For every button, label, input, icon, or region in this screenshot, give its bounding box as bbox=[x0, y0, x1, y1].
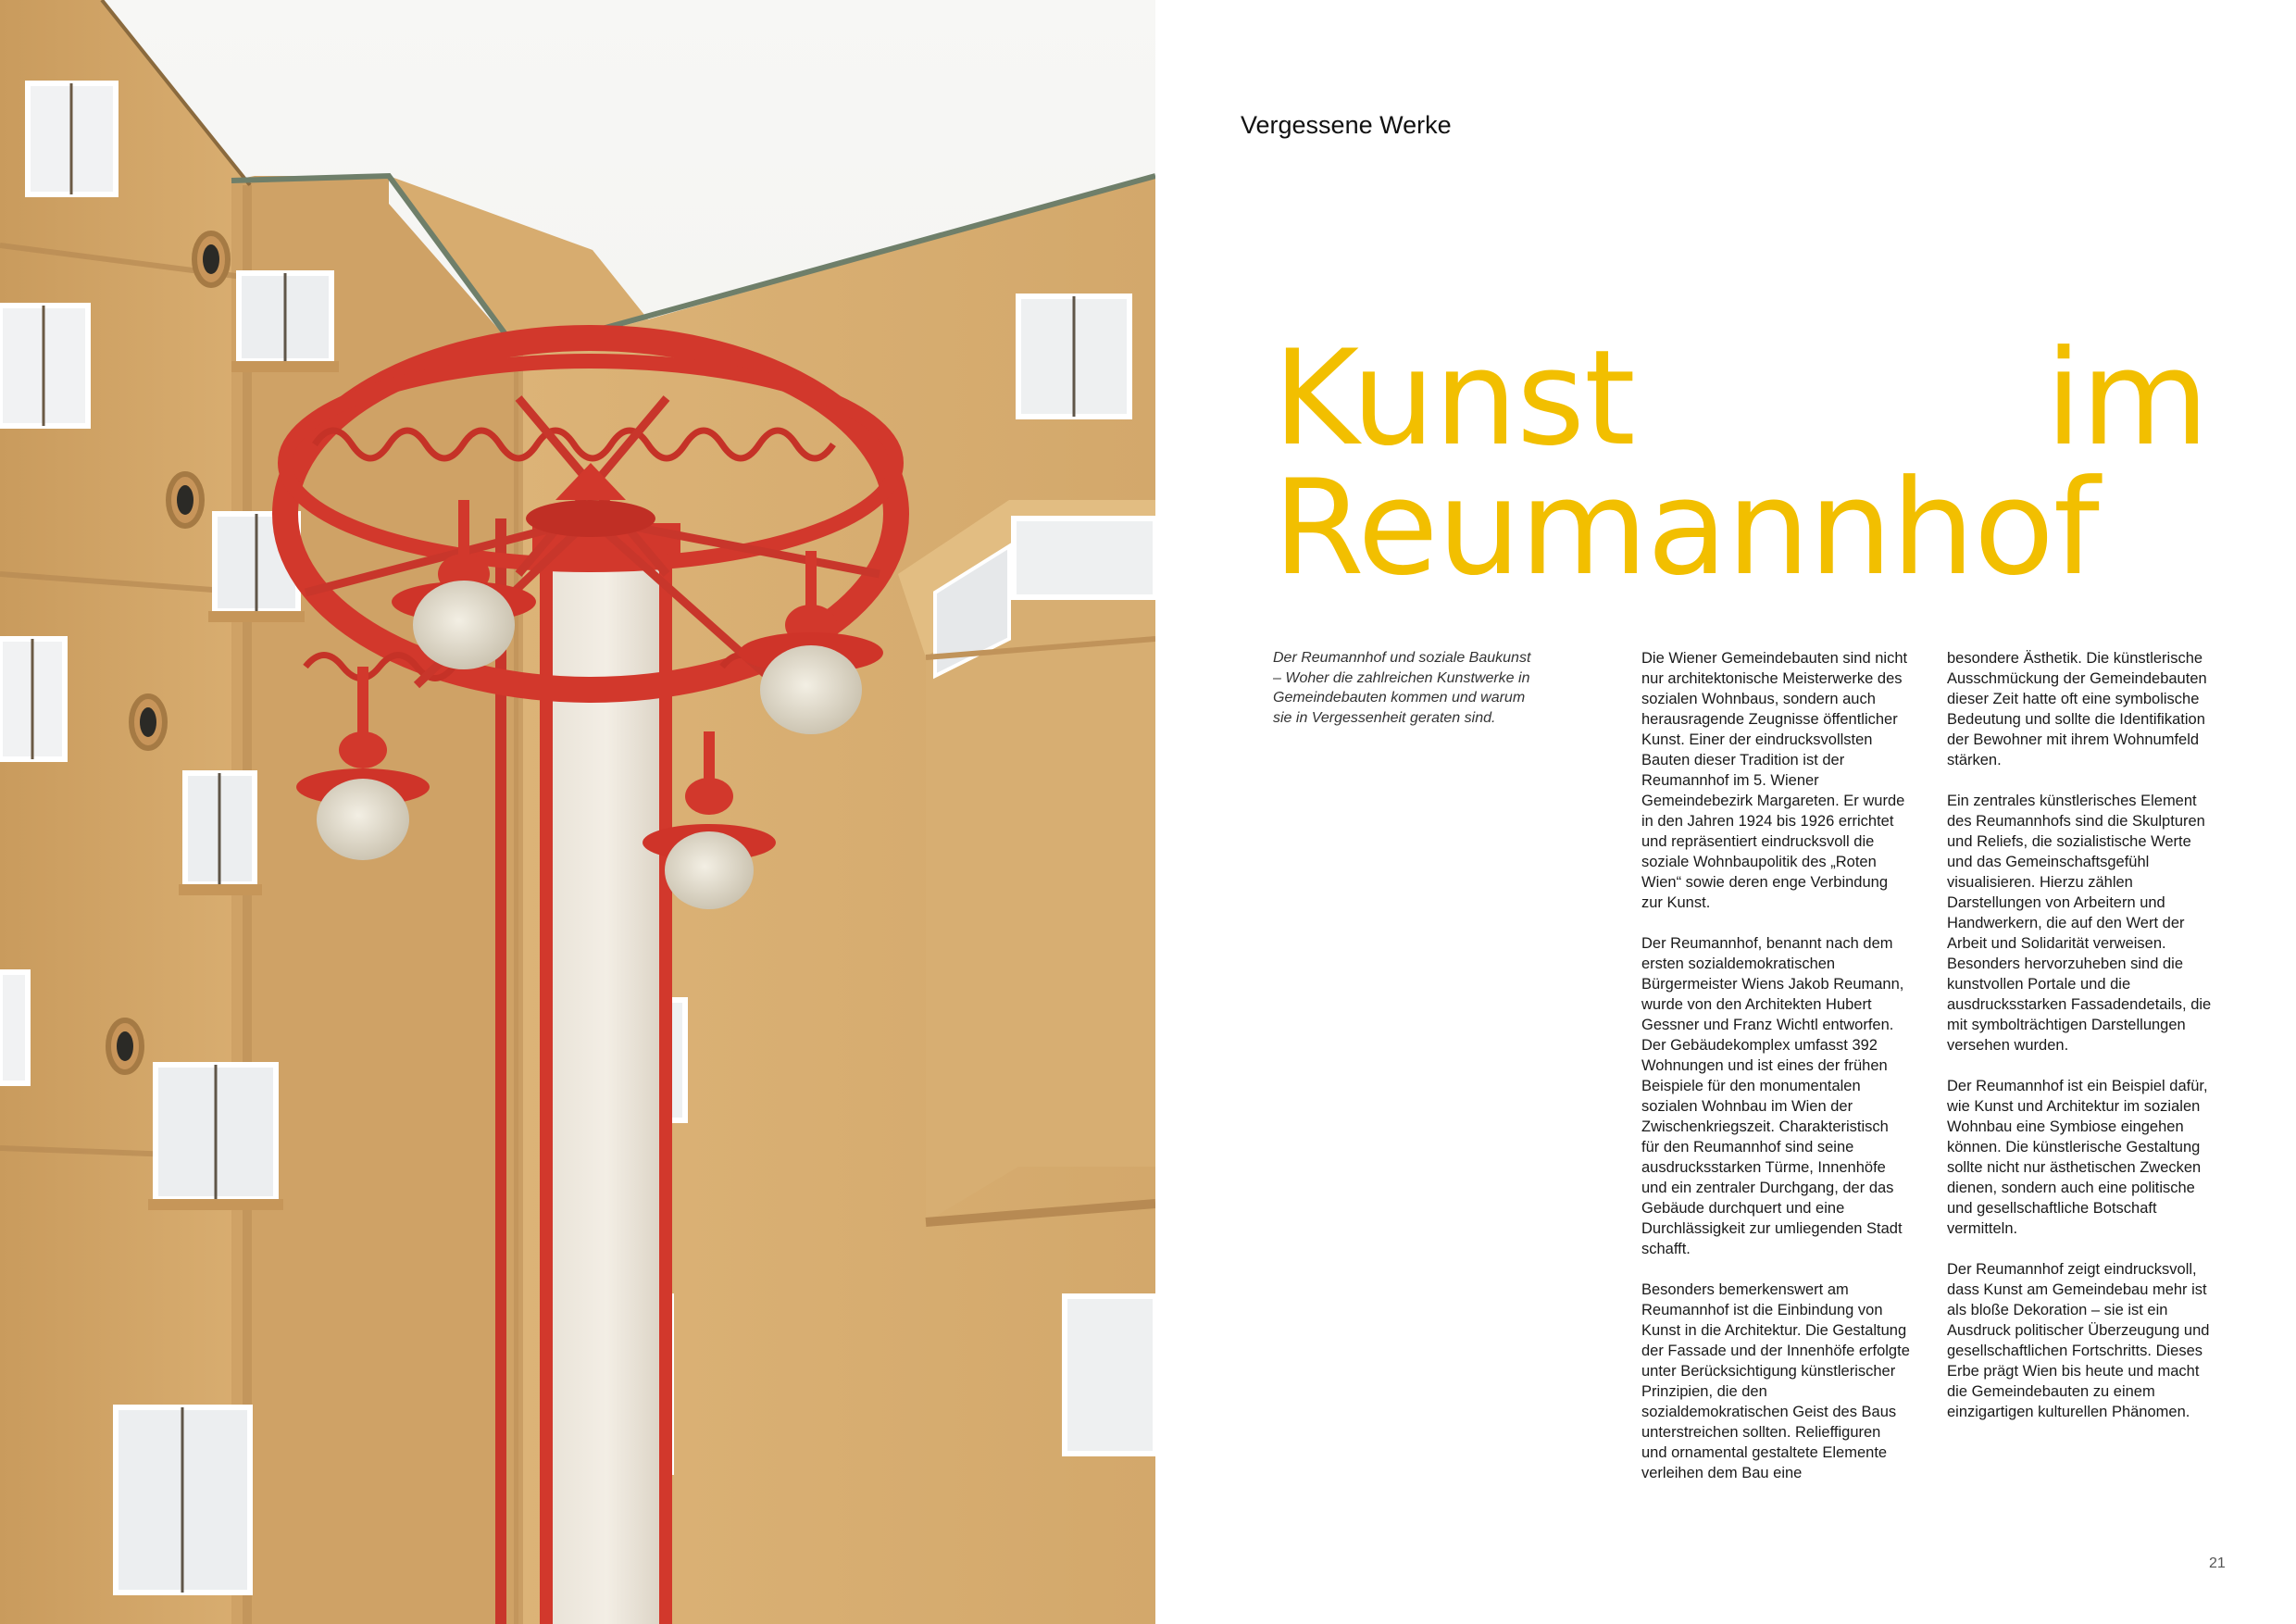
article-title-line-1 bbox=[1273, 322, 2208, 475]
body-paragraph: Der Reumannhof, benannt nach dem ersten sozialdemokratischen Bürgermeister Wiens Jakob Reumann, wurde von den Architekten Hubert Gessner und Franz Wichtl entworfen. Der Gebäudekomplex umfasst 392 Wohnungen und ist eines der frühen Beispiele für den monumentalen sozialen Wohnbau im Wien der Zwischenkriegszeit. Charakteristisch für den Reumannhof sind seine ausdrucksstarken Türme, Innenhöfe und ein zentraler Durchgang, der das Gebäude durchquert und eine Durchlässigkeit zur umliegenden Stadt schafft. bbox=[1641, 935, 1904, 1257]
body-paragraph: Ein zentrales künstlerisches Element des Reumannhofs sind die Skulpturen und Reliefs, die sozialistische Werte und das Gemeinschaftsgefühl visualisieren. Hierzu zählen Darstellungen von Arbeitern und Handwerkern, die auf den Wert der Arbeit und Solidarität verweisen. Besonders hervorzuheben sind die kunstvollen Portale und die ausdrucksstarken Fassadendetails, die mit symbolträchtigen Darstellungen versehen wurden. bbox=[1947, 793, 2212, 1054]
body-paragraph: Der Reumannhof ist ein Beispiel dafür, wie Kunst und Architektur im sozialen Wohnbau eine Symbiose eingehen können. Die künstlerische Gestaltung sollte nicht nur ästhetischen Zwecken dienen, sondern auch eine politische und gesellschaftliche Botschaft vermitteln. bbox=[1947, 1078, 2208, 1237]
body-column-2 bbox=[1947, 648, 2215, 1443]
title-word-im: im bbox=[2045, 322, 2208, 475]
title-word-kunst: Kunst bbox=[1273, 322, 1635, 475]
body-paragraph: Die Wiener Gemeindebauten sind nicht nur architektonische Meisterwerke des sozialen Wohnbaus, sondern auch herausragende Zeugnisse öffentlicher Kunst. Einer der eindrucksvollsten Bauten dieser Tradition ist der Reumannhof im 5. Wiener Gemeindebezirk Margareten. Er wurde in den Jahren 1924 bis 1926 errichtet und repräsentiert eindrucksvoll die soziale Wohnbaupolitik des „Roten Wien“ sowie deren enge Verbindung zur Kunst. bbox=[1641, 650, 1908, 911]
body-column-1 bbox=[1641, 648, 1910, 1504]
body-paragraph: besondere Ästhetik. Die künstlerische Ausschmückung der Gemeindebauten dieser Zeit hatte oft eine symbolische Bedeutung und sollte die Identifikation der Bewohner mit ihrem Wohnumfeld stärken. bbox=[1947, 650, 2207, 768]
body-paragraph: Der Reumannhof zeigt eindrucksvoll, dass Kunst am Gemeindebau mehr ist als bloße Dekoration – sie ist ein Ausdruck politischer Überzeugung und gesellschaftlichen Fortschritts. Dieses Erbe prägt Wien bis heute und macht die Gemeindebauten zu einem einzigartigen kulturellen Phänomen. bbox=[1947, 1261, 2210, 1420]
page-number: 21 bbox=[2209, 1555, 2226, 1571]
article-title-line-2: Reumannhof bbox=[1273, 452, 2099, 605]
body-paragraph: Besonders bemerkenswert am Reumannhof ist die Einbindung von Kunst in die Architektur. Die Gestaltung der Fassade und der Innenhöfe erfolgte unter Berücksichtigung künstlerischer Prinzipien, die den sozialdemokratischen Geist des Baus unterstreichen sollten. Relieffiguren und ornamental gestaltete Elemente verleihen dem Bau eine bbox=[1641, 1281, 1910, 1481]
section-label: Vergessene Werke bbox=[1241, 111, 1452, 139]
intro-lead: Der Reumannhof und soziale Baukunst – Woher die zahlreichen Kunstwerke in Gemeindebauten kommen und warum sie in Vergessenheit geraten sind. bbox=[1273, 650, 1531, 726]
